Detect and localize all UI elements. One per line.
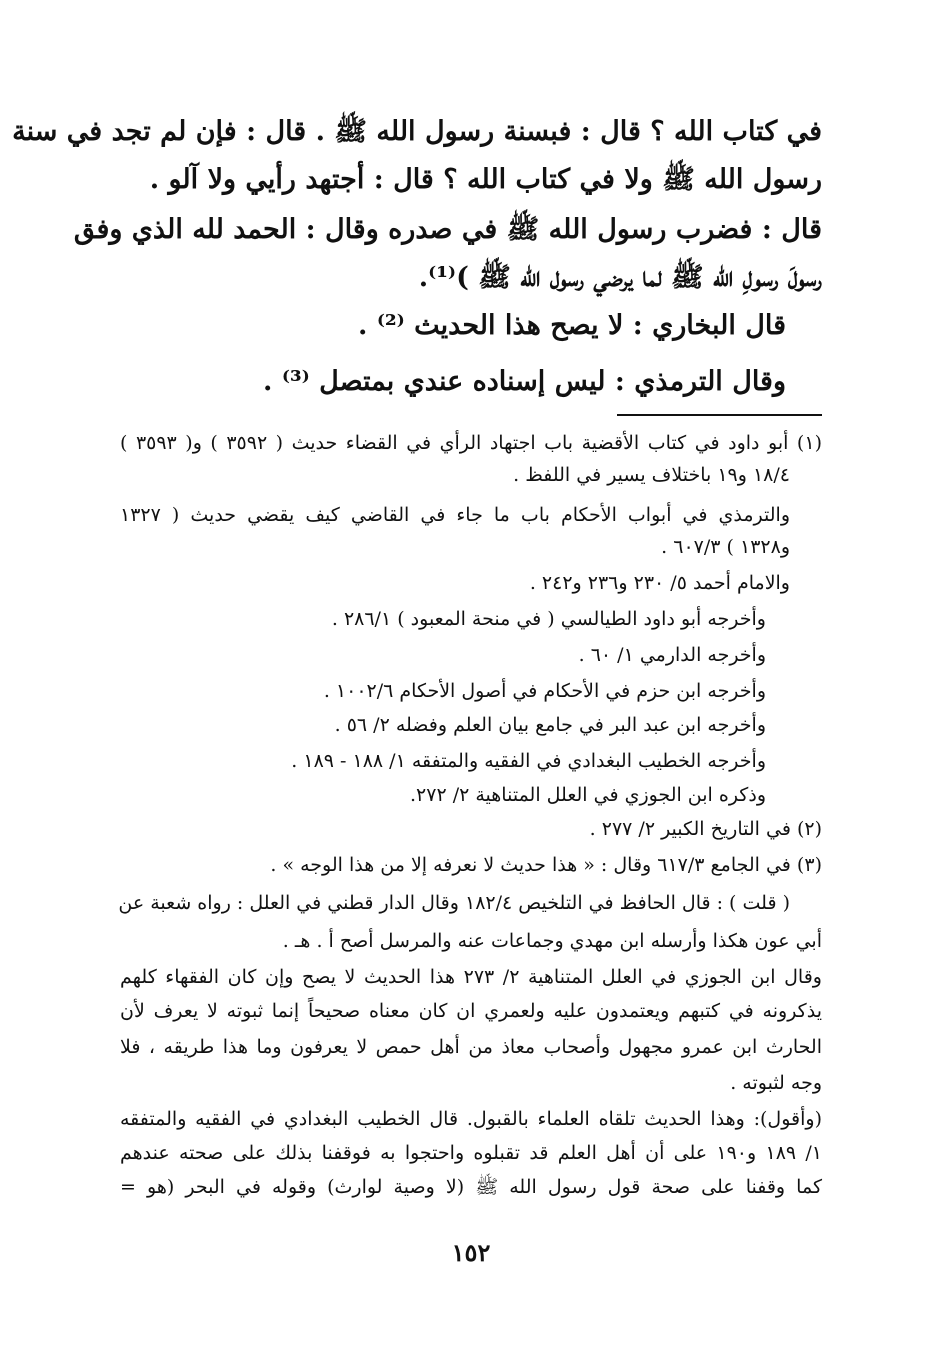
main-line: قال البخاري : لا يصح هذا الحديث ⁽²⁾ . <box>358 310 786 341</box>
footnote-line: (٢) في التاريخ الكبير ٢/ ٢٧٧ . <box>589 818 822 840</box>
footnote-line: يذكرونه في كتبهم ويعتمدون عليه ولعمري ان كان معناه صحيحاً إنما ثبوته لا يعرف لأن <box>120 1000 822 1022</box>
footnote-line: وقال ابن الجوزي في العلل المتناهية ٢/ ٢٧٣ هذا الحديث لا يصح وإن كان الفقهاء كلهم <box>120 966 822 988</box>
footnote-line: وأخرجه ابن حزم في الأحكام في أصول الأحكام ١٠٠٢/٦ . <box>323 680 766 702</box>
footnote-line: وأخرجه ابن عبد البر في جامع بيان العلم وفضله ٢/ ٥٦ . <box>334 714 766 736</box>
footnote-divider <box>617 414 822 416</box>
footnote-line: وأخرجه الخطيب البغدادي في الفقيه والمتفقه ١/ ١٨٨ - ١٨٩ . <box>291 750 766 772</box>
footnote-line: ( قلت ) : قال الحافظ في التلخيص ١٨٢/٤ وقال الدار قطني في العلل : رواه شعبة عن <box>118 892 790 914</box>
footnote-line: كما وقفنا على صحة قول رسول الله ﷺ (لا وصية لوارث) وقوله في البحر (هو = <box>120 1176 822 1198</box>
footnote-line: الحارث ابن عمرو مجهول وأصحاب معاذ من أهل حمص لا يعرفون وما هذا طريقه ، فلا <box>120 1036 822 1058</box>
main-line: قال : فضرب رسول الله ﷺ في صدره وقال : الحمد لله الذي وفق <box>73 214 822 245</box>
footnote-line: وذكره ابن الجوزي في العلل المتناهية ٢/ ٢٧٢. <box>409 784 766 806</box>
footnote-line: وجه لثبوته . <box>730 1072 822 1094</box>
page-number: ١٥٢ <box>451 1238 491 1267</box>
footnote-line: (٣) في الجامع ٦١٧/٣ وقال : « هذا حديث لا نعرفه إلا من هذا الوجه » . <box>270 854 822 876</box>
footnote-line: (وأقول): وهذا الحديث تلقاه العلماء بالقبول. قال الخطيب البغدادي في الفقيه والمتفقه <box>120 1108 822 1130</box>
footnote-line: و١٣٢٨ ) ٦٠٧/٣ . <box>661 536 790 558</box>
main-line: في كتاب الله ؟ قال : فبسنة رسول الله ﷺ . قال : فإن لم تجد في سنة <box>12 116 822 147</box>
footnote-line: والترمذي في أبواب الأحكام باب ما جاء في القاضي كيف يقضي حديث ( ١٣٢٧ <box>120 504 790 526</box>
footnote-line: والامام أحمد ٥/ ٢٣٠ و٢٣٦ و٢٤٢ . <box>529 572 790 594</box>
footnote-line: وأخرجه أبو داود الطيالسي ( في منحة المعبود ) ٢٨٦/١ . <box>331 608 766 630</box>
footnote-line: أبي عون هكذا وأرسله ابن مهدي وجماعات عنه والمرسل أصح أ . هـ . <box>282 930 822 952</box>
footnote-line: ١٨/٤ و١٩ باختلاف يسير في اللفظ . <box>513 464 790 486</box>
footnote-line: ١/ ١٨٩ و١٩٠ على أن أهل العلم قد تقبلوه واحتجوا به فوقفنا بذلك على صحته عندهم <box>120 1142 823 1164</box>
main-line: رسول الله ﷺ ولا في كتاب الله ؟ قال : أجتهد رأيي ولا آلو . <box>149 164 822 195</box>
main-line: رسولَ رسولِ الله ﷺ لما يرضي رسول الله ﷺ )⁽¹⁾. <box>418 262 822 293</box>
footnote-line: وأخرجه الدارمي ١/ ٦٠ . <box>578 644 766 666</box>
footnote-line: (١) أبو داود في كتاب الأقضية باب اجتهاد الرأي في القضاء حديث ( ٣٥٩٢ ) و( ٣٥٩٣ ) <box>120 432 822 454</box>
main-line: وقال الترمذي : ليس إسناده عندي بمتصل ⁽³⁾ . <box>263 366 786 397</box>
